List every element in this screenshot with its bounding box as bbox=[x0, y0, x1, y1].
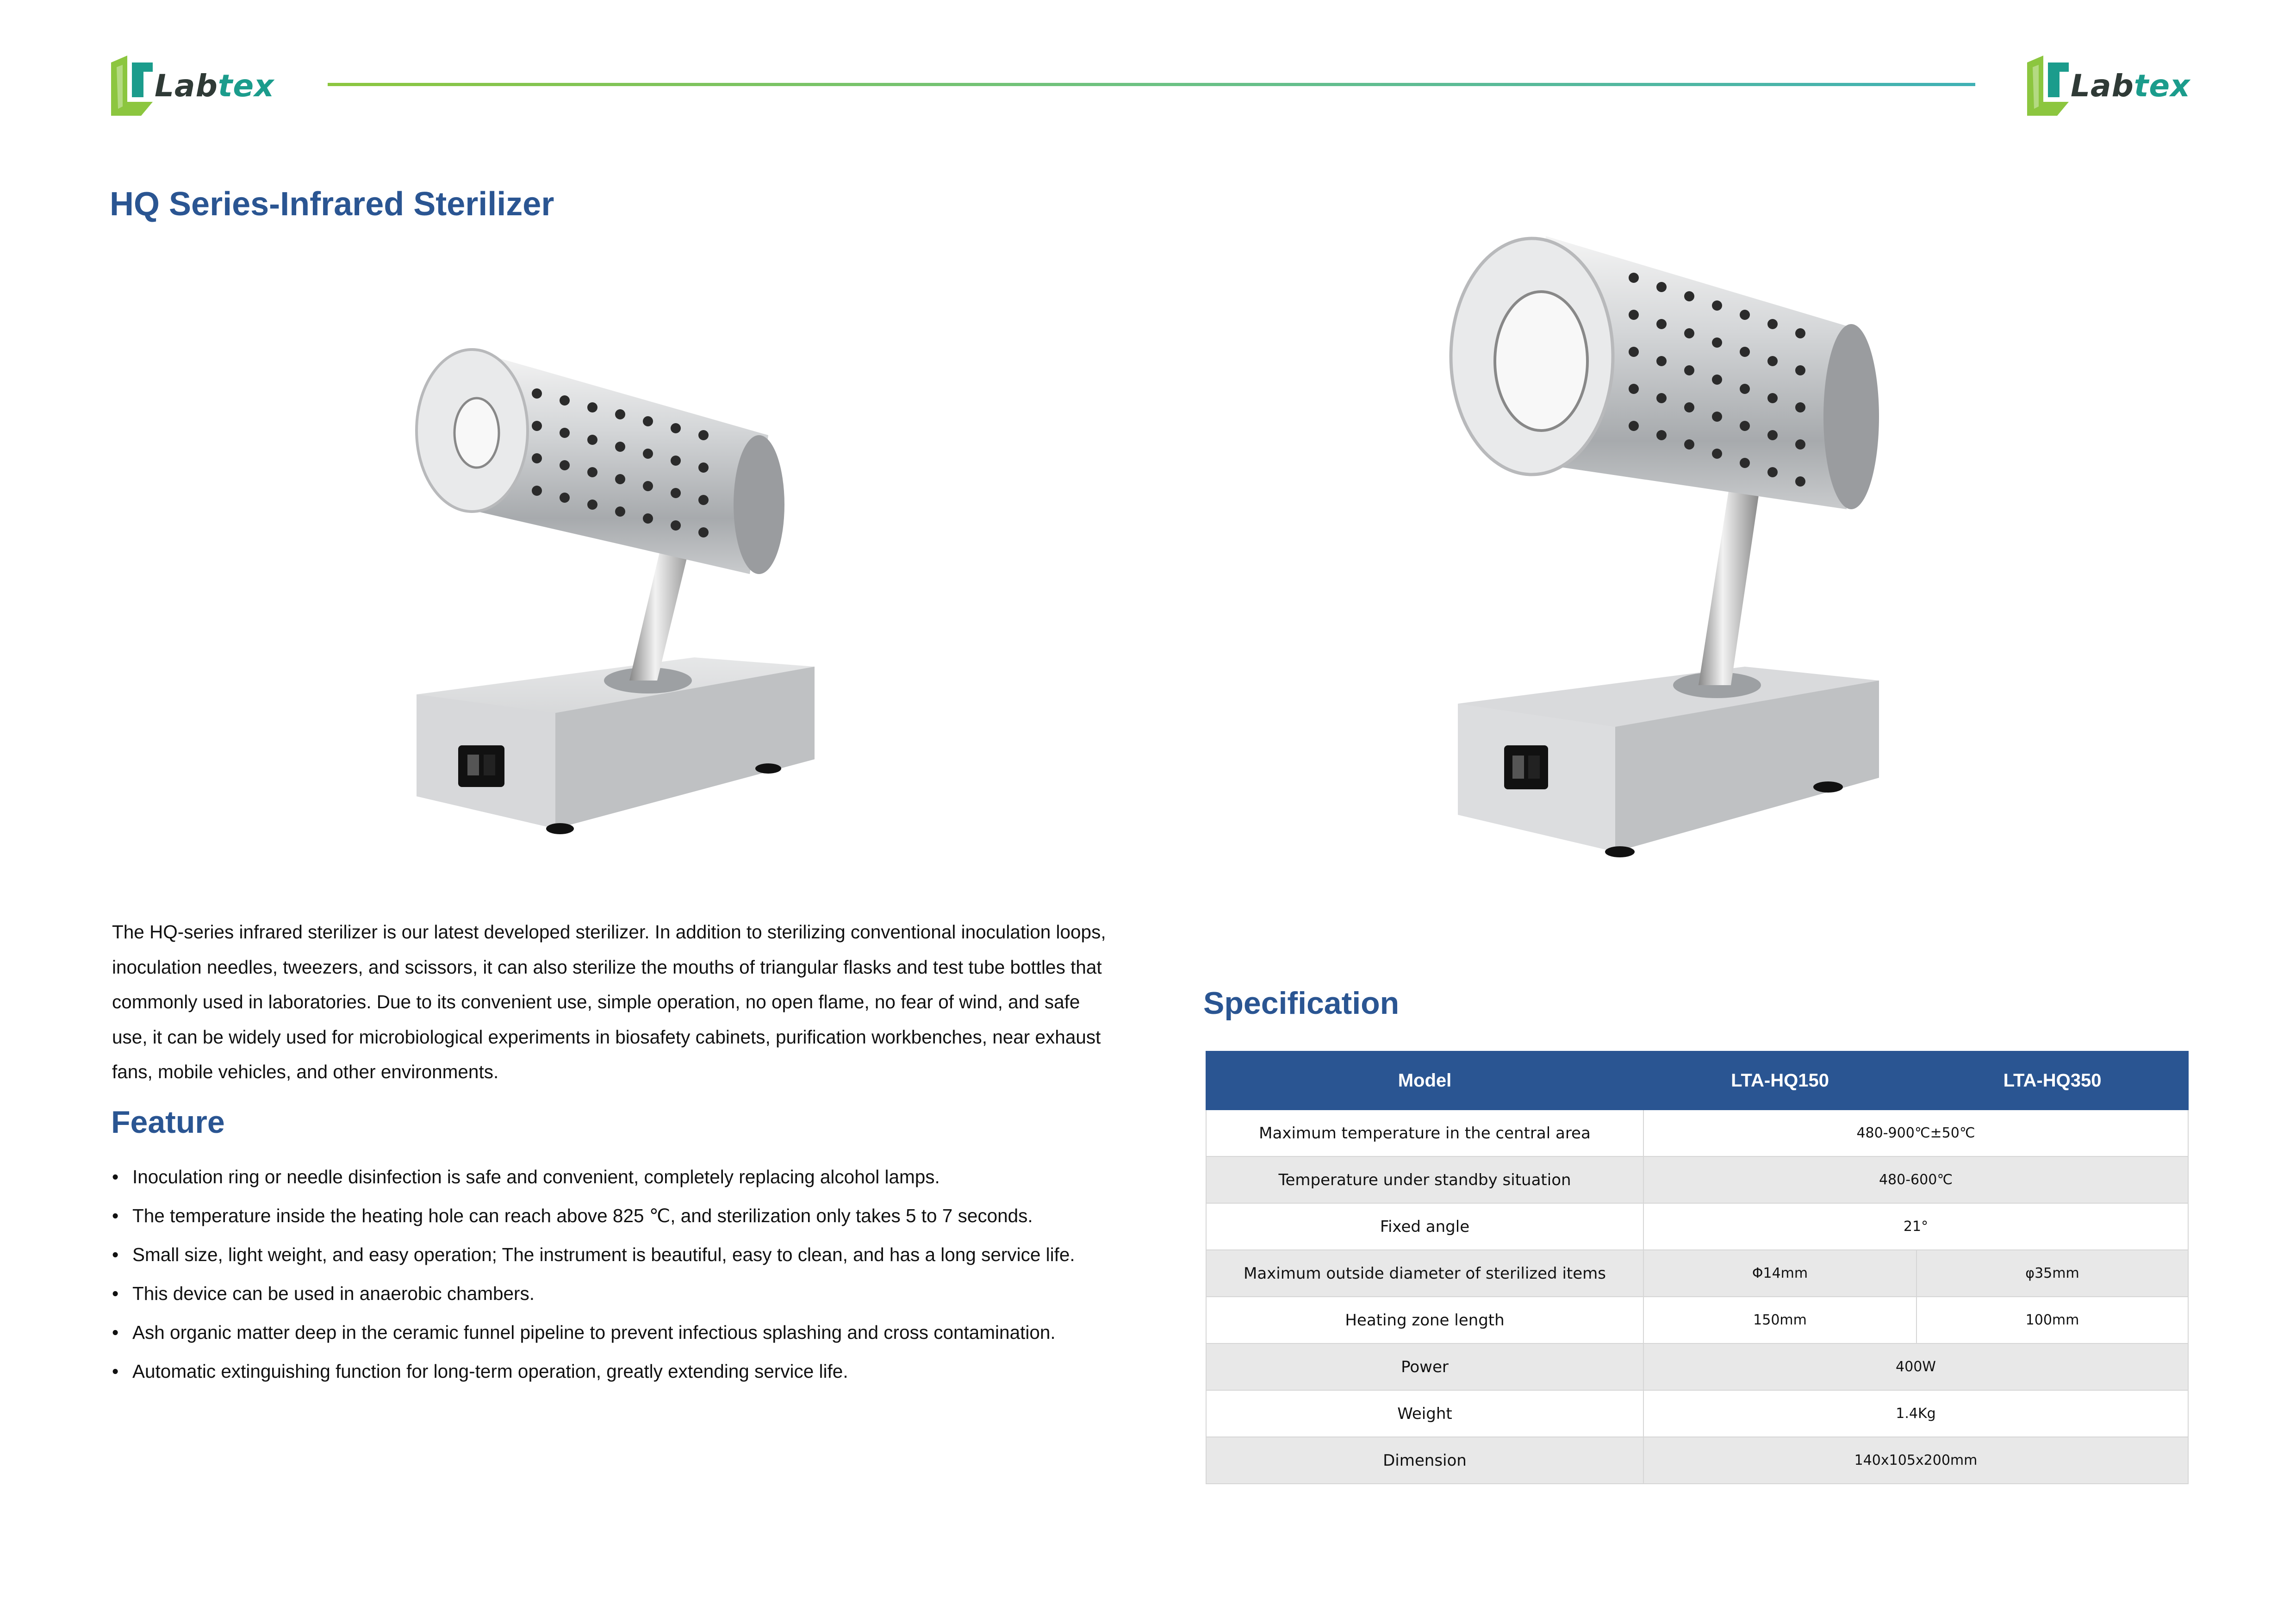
labtex-mark-icon bbox=[2022, 53, 2073, 118]
row-label: Dimension bbox=[1206, 1437, 1643, 1484]
row-value: 480-900℃±50℃ bbox=[1643, 1110, 2188, 1156]
list-item: • Ash organic matter deep in the ceramic funnel pipeline to prevent infectious splashing and cross contamination. bbox=[112, 1313, 1098, 1352]
list-item: • Small size, light weight, and easy operation; The instrument is beautiful, easy to clean, and has a long service life. bbox=[112, 1235, 1098, 1274]
list-item: • Inoculation ring or needle disinfection is safe and convenient, completely replacing alcohol lamps. bbox=[112, 1157, 1098, 1196]
row-label: Maximum outside diameter of sterilized items bbox=[1206, 1250, 1643, 1297]
product-description: The HQ-series infrared sterilizer is our latest developed sterilizer. In addition to sterilizing conventional inoculation loops, inoculation needles, tweezers, and scissors, it can also sterilize the mouths of triangular flasks and test tube bottles that commonly used in laboratories. Due to its convenient use, simple operation, no open flame, no fear of wind, and safe use, it can be widely used for microbiological experiments in biosafety cabinets, purification workbenches, near exhaust fans, mobile vehicles, and other environments. bbox=[112, 921, 1106, 1082]
page-title: HQ Series-Infrared Sterilizer bbox=[110, 186, 554, 223]
bullet-icon: • bbox=[112, 1244, 119, 1265]
logo-tex-text: tex bbox=[2134, 68, 2190, 104]
specification-heading: Specification bbox=[1203, 986, 1400, 1021]
table-row bbox=[1206, 1437, 2188, 1484]
header-divider bbox=[328, 83, 1975, 86]
bullet-icon: • bbox=[112, 1205, 119, 1226]
table-row bbox=[1206, 1343, 2188, 1390]
table-row bbox=[1206, 1297, 2188, 1343]
bullet-icon: • bbox=[112, 1166, 119, 1187]
column-header-hq150: LTA-HQ150 bbox=[1643, 1051, 1916, 1110]
row-label: Heating zone length bbox=[1206, 1297, 1643, 1343]
row-value-hq150: 150mm bbox=[1643, 1297, 1916, 1343]
bullet-icon: • bbox=[112, 1283, 119, 1304]
row-label: Maximum temperature in the central area bbox=[1206, 1110, 1643, 1156]
list-item: • This device can be used in anaerobic chambers. bbox=[112, 1274, 1098, 1313]
spec-table bbox=[1206, 1051, 2189, 1484]
feature-list bbox=[112, 1157, 1098, 1391]
table-row bbox=[1206, 1110, 2188, 1156]
row-label: Power bbox=[1206, 1343, 1643, 1390]
row-value-hq350: φ35mm bbox=[1916, 1250, 2188, 1297]
logo-lab-text: Lab bbox=[155, 68, 218, 104]
bullet-icon: • bbox=[112, 1361, 119, 1382]
logo-left bbox=[106, 51, 274, 120]
row-value: 140x105x200mm bbox=[1643, 1437, 2188, 1484]
row-value-hq150: Φ14mm bbox=[1643, 1250, 1916, 1297]
logo-right bbox=[2022, 51, 2190, 120]
row-label: Fixed angle bbox=[1206, 1203, 1643, 1250]
column-header-model: Model bbox=[1206, 1051, 1643, 1110]
row-value: 480-600℃ bbox=[1643, 1156, 2188, 1203]
row-value-hq350: 100mm bbox=[1916, 1297, 2188, 1343]
labtex-mark-icon bbox=[106, 53, 157, 118]
table-row bbox=[1206, 1156, 2188, 1203]
row-label: Weight bbox=[1206, 1390, 1643, 1437]
table-row bbox=[1206, 1390, 2188, 1437]
row-value: 1.4Kg bbox=[1643, 1390, 2188, 1437]
row-value: 400W bbox=[1643, 1343, 2188, 1390]
table-row bbox=[1206, 1203, 2188, 1250]
logo-tex-text: tex bbox=[218, 68, 274, 104]
list-item: • Automatic extinguishing function for long-term operation, greatly extending service life. bbox=[112, 1352, 1098, 1391]
table-header-row bbox=[1206, 1051, 2188, 1110]
row-label: Temperature under standby situation bbox=[1206, 1156, 1643, 1203]
row-value: 21° bbox=[1643, 1203, 2188, 1250]
column-header-hq350: LTA-HQ350 bbox=[1916, 1051, 2188, 1110]
logo-lab-text: Lab bbox=[2071, 68, 2134, 104]
feature-heading: Feature bbox=[111, 1105, 225, 1140]
product-image-hq350 bbox=[1449, 222, 1902, 861]
product-image-hq150 bbox=[398, 315, 833, 852]
list-item: • The temperature inside the heating hole can reach above 825 ℃, and sterilization only takes 5 to 7 seconds. bbox=[112, 1196, 1098, 1235]
bullet-icon: • bbox=[112, 1322, 119, 1343]
table-row bbox=[1206, 1250, 2188, 1297]
